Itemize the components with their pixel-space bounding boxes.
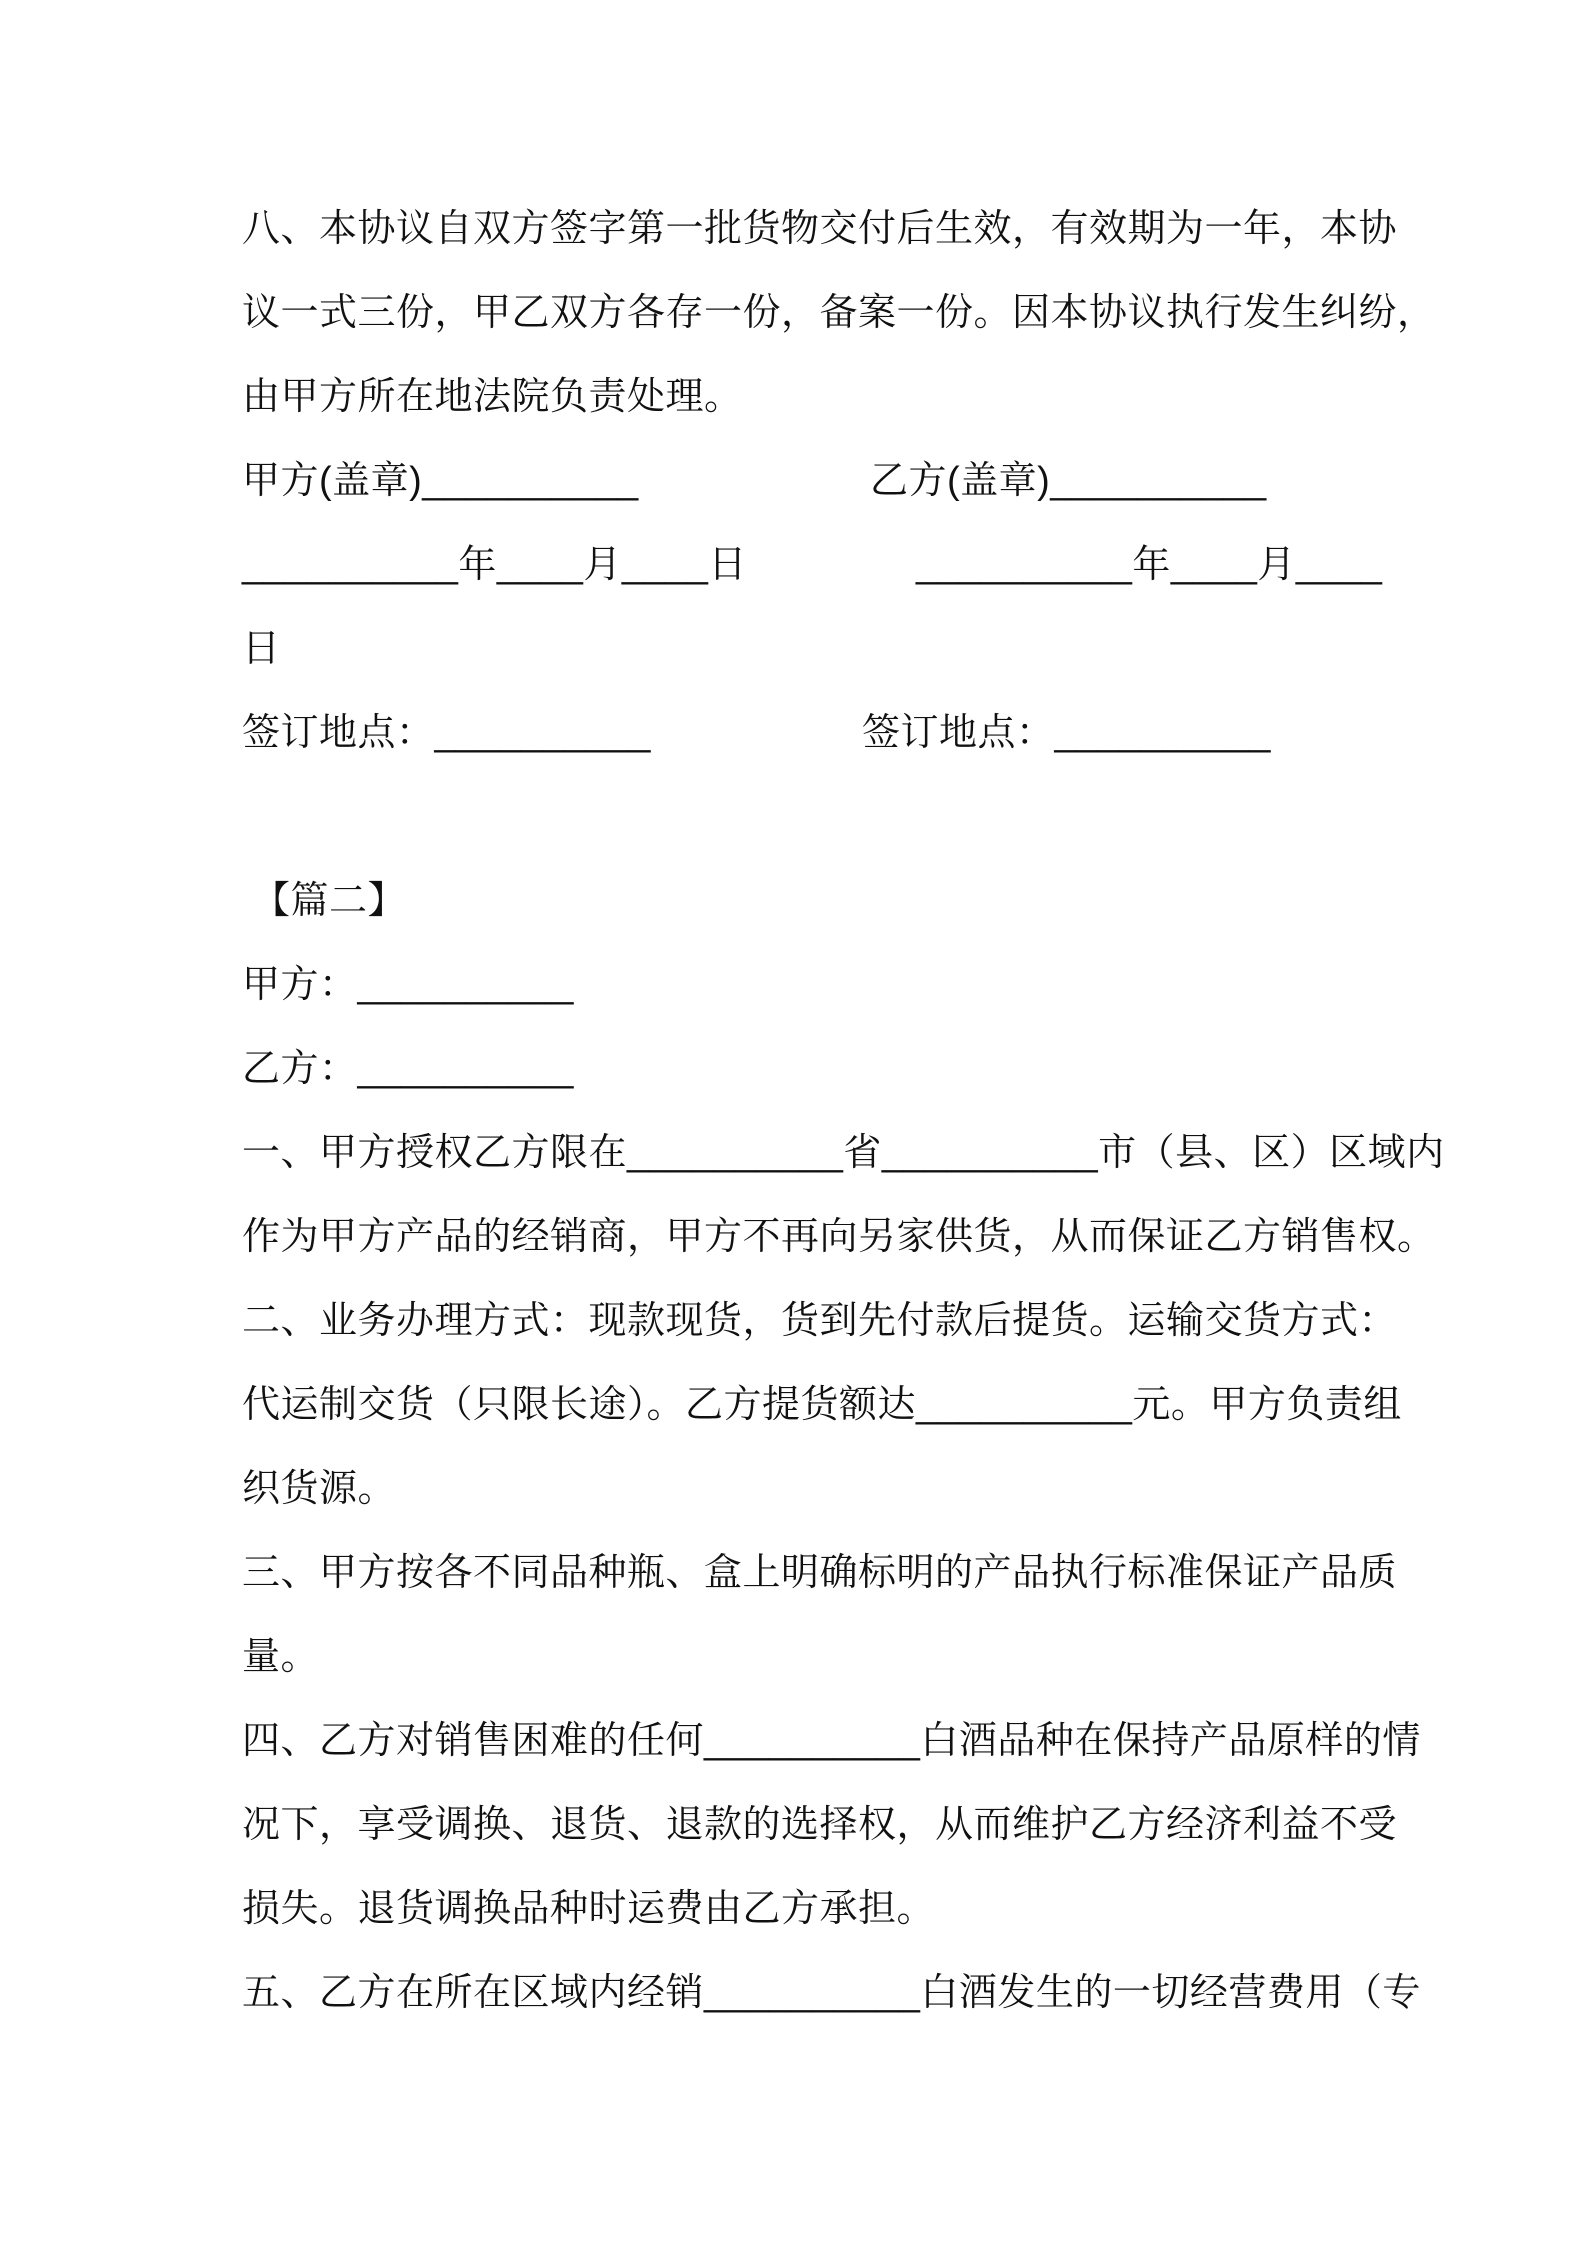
part2-party-a: 甲方：__________ xyxy=(242,964,574,1006)
party-a-date-line: __________年____月____日 xyxy=(242,544,747,586)
clause4-line1: 四、乙方对销售困难的任何__________白酒品种在保持产品原样的情 xyxy=(242,1720,1421,1762)
party-a-place-line: 签订地点：__________ xyxy=(242,712,651,754)
party-b-date-line: __________年____月____ xyxy=(916,544,1383,586)
clause1-line1: 一、甲方授权乙方限在__________省__________市（县、区）区域内 xyxy=(242,1132,1445,1174)
party-a-seal-line: 甲方(盖章)__________ xyxy=(242,460,639,502)
clause4-line2: 况下，享受调换、退货、退款的选择权，从而维护乙方经济利益不受 xyxy=(242,1804,1398,1846)
clause3-line1: 三、甲方按各不同品种瓶、盒上明确标明的产品执行标准保证产品质 xyxy=(242,1552,1398,1594)
clause2-line3: 织货源。 xyxy=(242,1468,397,1510)
party-b-seal-line: 乙方(盖章)__________ xyxy=(870,460,1267,502)
part2-heading: 【篇二】 xyxy=(252,880,407,922)
party-b-place-line: 签订地点：__________ xyxy=(862,712,1271,754)
clause3-line2: 量。 xyxy=(242,1636,320,1678)
section8-line1: 八、本协议自双方签字第一批货物交付后生效，有效期为一年，本协 xyxy=(242,208,1398,250)
clause2-line2: 代运制交货（只限长途）。乙方提货额达__________元。甲方负责组 xyxy=(242,1384,1402,1426)
section8-line3: 由甲方所在地法院负责处理。 xyxy=(242,376,743,418)
clause5-line1: 五、乙方在所在区域内经销__________白酒发生的一切经营费用（专 xyxy=(242,1972,1421,2014)
party-b-date-day: 日 xyxy=(242,628,281,670)
clause1-line2: 作为甲方产品的经销商，甲方不再向另家供货，从而保证乙方销售权。 xyxy=(242,1216,1436,1258)
clause4-line3: 损失。退货调换品种时运费由乙方承担。 xyxy=(242,1888,936,1930)
clause2-line1: 二、业务办理方式：现款现货，货到先付款后提货。运输交货方式： xyxy=(242,1300,1398,1342)
section8-line2: 议一式三份，甲乙双方各存一份，备案一份。因本协议执行发生纠纷， xyxy=(242,292,1436,334)
part2-party-b: 乙方：__________ xyxy=(242,1048,574,1090)
